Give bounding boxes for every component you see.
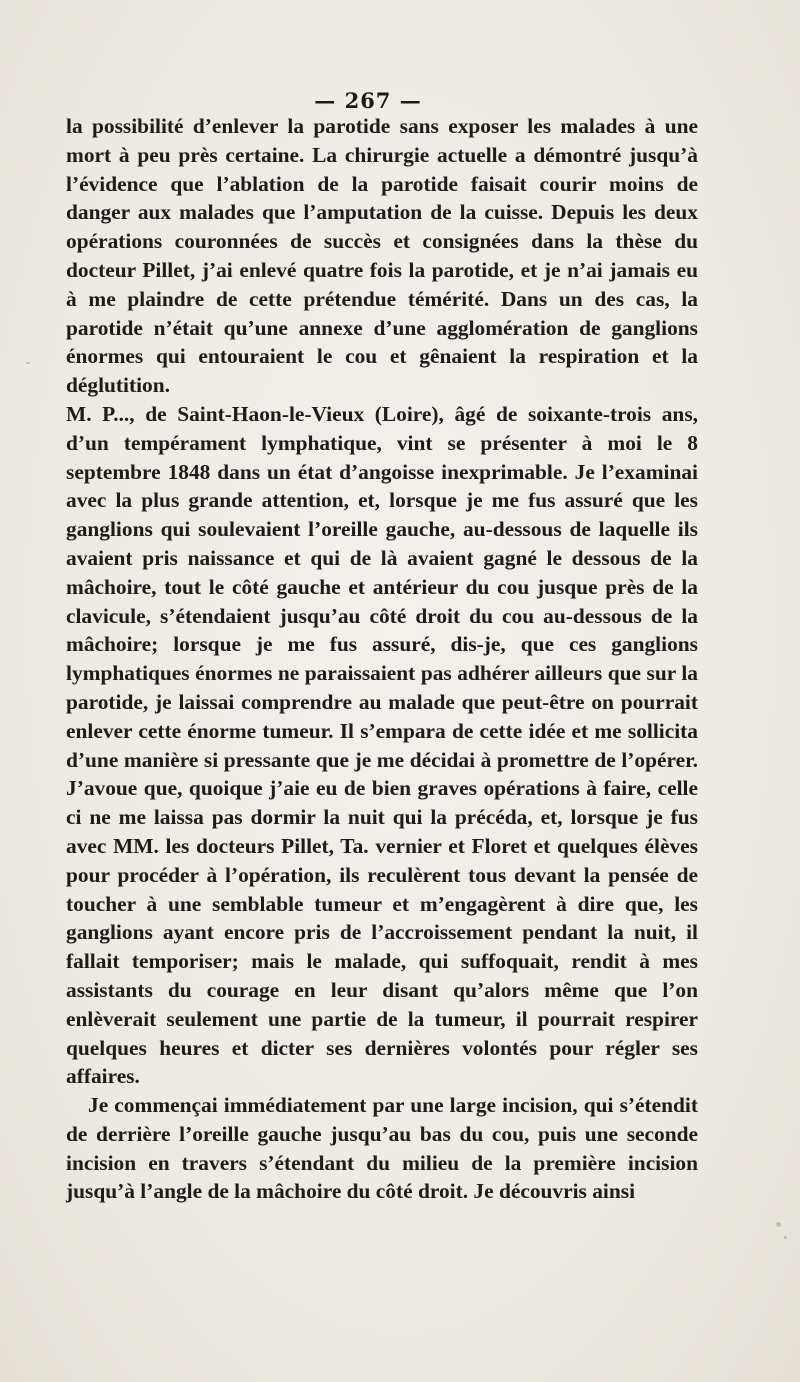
paper-speck [26,362,30,364]
paper-speck [784,1236,787,1239]
paragraph-continuation: la possibilité d’enlever la parotide sans exposer les malades à une mort à peu près certaine. La chirurgie actuelle a démontré jusqu’à l’évidence que l’ablation de la parotide faisait courir moins de danger aux malades que l’amputation de la cuisse. Depuis les deux opérations couronnées de succès et consignées dans la thèse du docteur Pillet, j’ai enlevé quatre fois la parotide, et je n’ai jamais eu à me plaindre de cette prétendue témérité. Dans un des cas, la parotide n’était qu’une annexe d’une agglomération de ganglions énormes qui entouraient le cou et gênaient la respiration et la déglutition. [66,114,698,398]
body-text [66,112,698,1206]
paragraph-operation: Je commençai immédiatement par une large incision, qui s’étendit de derrière l’oreille gauche jusqu’au bas du cou, puis une seconde incision en travers s’étendant du milieu de la première incision jusqu’à l’angle de la mâchoire du côté droit. Je découvris ainsi [66,1093,698,1204]
page-number: — 267 — [314,88,422,113]
paragraph-case-report: M. P..., de Saint-Haon-le-Vieux (Loire), âgé de soixante-trois ans, d’un tempérament lymphatique, vint se présenter à moi le 8 septembre 1848 dans un état d’angoisse inexprimable. Je l’examinai avec la plus grande attention, et, lorsque je me fus assuré que les ganglions qui soulevaient l’oreille gauche, au-dessous de laquelle ils avaient pris naissance et qui de là avaient gagné le dessous de la mâchoire, tout le côté gauche et antérieur du cou jusque près de la clavicule, s’étendaient jusqu’au côté droit du cou au-dessous de la mâchoire; lorsque je me fus assuré, dis-je, que ces ganglions lymphatiques énormes ne paraissaient pas adhérer ailleurs que sur la parotide, je laissai comprendre au malade que peut-être on pourrait enlever cette énorme tumeur. Il s’empara de cette idée et me sollicita d’une manière si pressante que je me décidai à promettre de l’opérer. J’avoue que, quoique j’aie eu de bien graves opérations à faire, celle ci ne me laissa pas dormir la nuit qui la précéda, et, lorsque je fus avec MM. les docteurs Pillet, Ta. vernier et Floret et quelques élèves pour procéder à l’opération, ils reculèrent tous devant la pensée de toucher à une semblable tumeur et m’engagèrent à dire que, les ganglions ayant encore pris de l’accroissement pendant la nuit, il fallait temporiser; mais le malade, qui suffoquait, rendit à mes assistants du courage en leur disant qu’alors même que l’on enlèverait seulement une partie de la tumeur, il pourrait respirer quelques heures et dicter ses dernières volontés pour régler ses affaires. [66,401,698,1089]
paper-speck [776,1222,781,1227]
